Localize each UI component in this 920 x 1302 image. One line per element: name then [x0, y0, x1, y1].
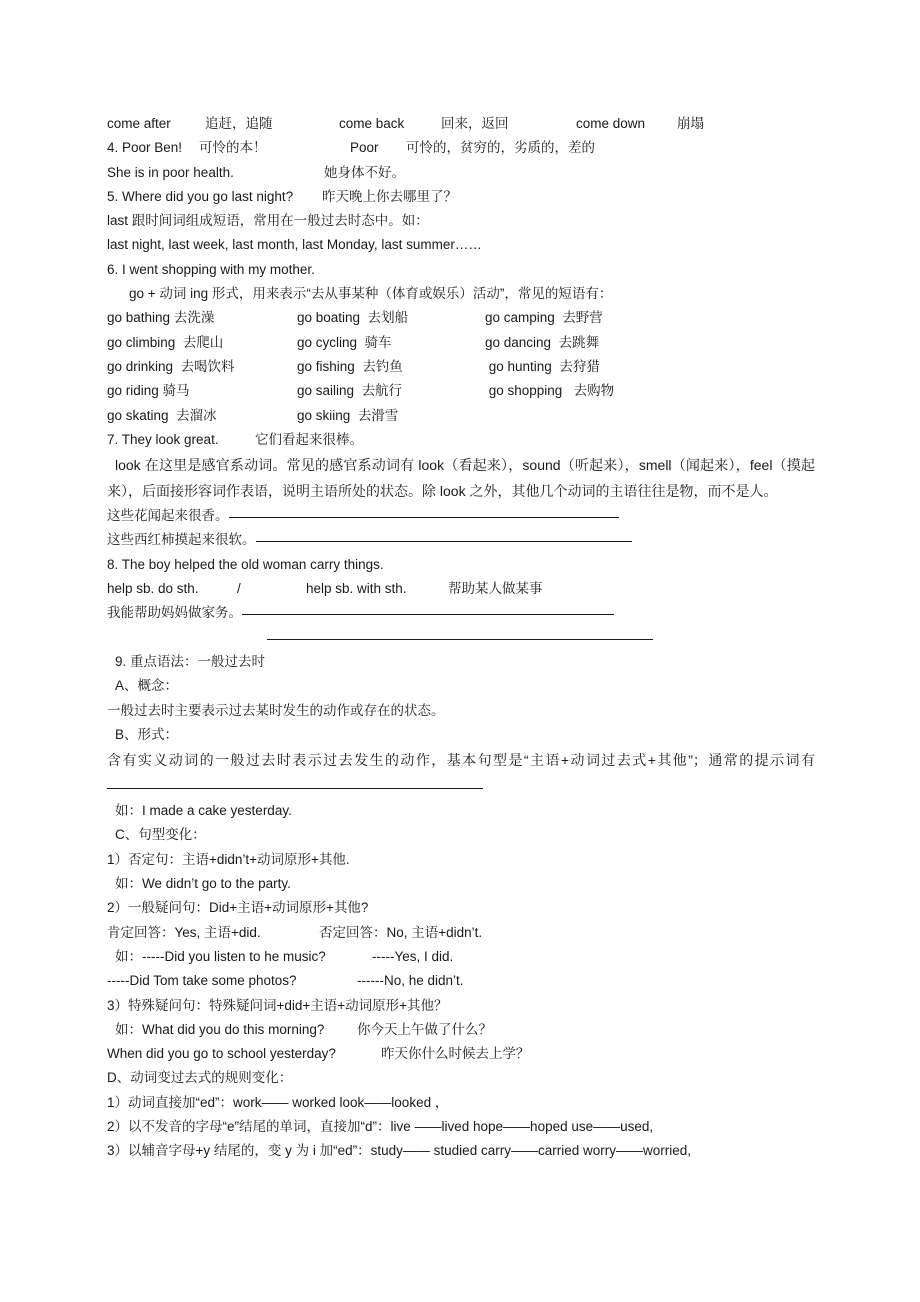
section-a-concept-title: A、概念： — [115, 678, 179, 694]
section-a-concept-text: 一般过去时主要表示过去某时发生的动作或存在的状态。 — [107, 702, 445, 718]
question-listen-music: 如：-----Did you listen to he music? — [115, 948, 326, 964]
go-phrase-zh: 骑车 — [364, 334, 392, 350]
go-phrase-en: go hunting — [485, 358, 552, 374]
go-phrase-zh: 去野营 — [562, 310, 603, 326]
example-tom-photos — [107, 969, 817, 993]
item-7-look-great — [107, 428, 817, 452]
section-d-title: D、动词变过去式的规则变化： — [107, 1070, 293, 1086]
come-after-zh: 追赶，追随 — [205, 116, 273, 131]
affirmative-answer: 肯定回答：Yes, 主语+did. — [107, 924, 261, 940]
section-b-form-title: B、形式： — [115, 726, 179, 742]
poor-word: Poor — [350, 140, 379, 156]
go-phrase-en: go shopping — [485, 383, 563, 399]
answer-no-he-didnt: ------No, he didn’t. — [357, 973, 464, 989]
past-tense-rule-1: 1）动词直接加“ed”：work—— worked look——looked ， — [107, 1094, 449, 1110]
help-sb-patterns — [107, 577, 817, 601]
answer-blank[interactable] — [107, 776, 483, 789]
example-listen-music — [107, 945, 817, 969]
go-phrase-en: go camping — [485, 310, 555, 326]
exercise-tomatoes — [107, 528, 817, 552]
question-tom-photos: -----Did Tom take some photos? — [107, 973, 297, 989]
example-didnt-party: 如：We didn’t go to the party. — [115, 876, 291, 892]
come-down-zh: 崩塌 — [677, 116, 704, 131]
exercise-flowers-zh: 这些花闻起来很香。 — [107, 508, 229, 524]
rule-general-question: 2）一般疑问句：Did+主语+动词原形+其他? — [107, 900, 369, 916]
item-6-went-shopping: 6. I went shopping with my mother. — [107, 261, 315, 277]
answers-line — [107, 921, 817, 945]
go-phrase-zh: 去狩猎 — [559, 358, 600, 374]
come-back-en: come back — [339, 116, 405, 131]
what-did-you-do-zh: 你今天上午做了什么？ — [357, 1021, 492, 1037]
go-phrase-en: go riding — [107, 383, 159, 399]
where-did-en: 5. Where did you go last night? — [107, 188, 294, 204]
go-phrase-row — [107, 331, 817, 355]
go-phrase-zh: 去划船 — [367, 310, 409, 326]
come-down-en: come down — [576, 116, 646, 131]
item-5-where-did — [107, 185, 817, 209]
last-examples: last night, last week, last month, last Monday, last summer…… — [107, 237, 482, 253]
where-did-zh: 昨天晚上你去哪里了？ — [322, 188, 457, 204]
come-back-zh: 回来，返回 — [441, 116, 509, 131]
item-8-boy-helped: 8. The boy helped the old woman carry things. — [107, 556, 384, 572]
negative-answer: 否定回答：No, 主语+didn’t. — [319, 924, 483, 940]
rule-negative: 1）否定句：主语+didn’t+动词原形+其他. — [107, 851, 350, 867]
phrasal-verbs-line — [107, 112, 817, 136]
go-phrase-zh: 去购物 — [573, 383, 615, 399]
go-phrase-en: go climbing — [107, 334, 176, 350]
go-phrase-zh: 去溜冰 — [176, 407, 217, 423]
section-b-form-sentence: 含有实义动词的一般过去时表示过去发生的动作，基本句型是“主语+动词过去式+其他”；通常的提示词有 — [107, 752, 815, 769]
go-phrase-en: go fishing — [297, 358, 355, 374]
past-tense-rule-2: 2）以不发音的字母“e”结尾的单词，直接加“d”：live ——lived hope——hoped use——used, — [107, 1118, 654, 1134]
pattern-separator: / — [237, 581, 241, 597]
come-after-en: come after — [107, 116, 171, 131]
poor-health-en: She is in poor health. — [107, 164, 234, 180]
go-phrase-zh — [181, 359, 235, 374]
poor-ben-en: 4. Poor Ben! — [107, 140, 183, 156]
go-phrase-zh: 去钓鱼 — [362, 358, 403, 374]
go-phrase-en: go boating — [297, 310, 361, 326]
go-phrase-zh: 骑马 — [162, 383, 190, 399]
go-phrase-en: go sailing — [297, 383, 355, 399]
example-what-did-you-do — [107, 1018, 817, 1042]
exercise-housework-continuation — [107, 626, 817, 650]
answer-blank[interactable] — [242, 602, 614, 615]
exercise-housework — [107, 601, 817, 625]
go-phrase-zh: 去洗澡 — [173, 310, 215, 326]
poor-health-zh: 她身体不好。 — [324, 164, 405, 180]
help-sb-do-sth: help sb. do sth. — [107, 581, 199, 597]
poor-health-line — [107, 161, 817, 185]
go-phrase-row — [107, 306, 817, 330]
go-phrase-en: go skiing — [297, 407, 351, 423]
what-did-you-do-en: 如：What did you do this morning? — [115, 1021, 325, 1037]
go-phrase-en: go bathing — [107, 310, 171, 326]
section-c-title: C、句型变化： — [115, 827, 206, 843]
poor-ben-zh: 可怜的本！ — [199, 140, 267, 156]
go-phrase-row — [107, 404, 817, 428]
go-phrase-en: go cycling — [297, 334, 358, 350]
example-made-cake: 如：I made a cake yesterday. — [115, 803, 292, 819]
when-did-you-go-en: When did you go to school yesterday? — [107, 1046, 336, 1062]
example-when-did-you-go — [107, 1042, 817, 1066]
exercise-housework-zh: 我能帮助妈妈做家务。 — [107, 605, 242, 621]
go-phrase-zh-inner: 去喝饮料 — [180, 358, 235, 374]
exercise-tomatoes-zh: 这些西红柿摸起来很软。 — [107, 532, 256, 548]
go-phrase-en: go dancing — [485, 334, 552, 350]
go-ing-note: go + 动词 ing 形式，用来表示“去从事某种（体育或娱乐）活动”，常见的短语有： — [129, 286, 613, 302]
document-body — [107, 112, 817, 1164]
answer-yes-i-did: -----Yes, I did. — [372, 948, 454, 964]
go-phrase-row — [107, 379, 817, 403]
look-great-zh: 它们看起来很棒。 — [255, 431, 363, 447]
last-usage-note: last 跟时间词组成短语，常用在一般过去时态中。如： — [107, 213, 429, 229]
help-sb-zh: 帮助某人做某事 — [448, 581, 543, 597]
go-phrase-en: go skating — [107, 407, 169, 423]
item-4-poor-ben — [107, 136, 817, 160]
go-phrase-zh: 去航行 — [361, 383, 403, 399]
help-sb-with-sth: help sb. with sth. — [306, 581, 407, 597]
go-phrase-zh: 去跳舞 — [558, 334, 600, 350]
item-9-grammar-title: 9. 重点语法：一般过去时 — [115, 653, 266, 669]
look-great-en: 7. They look great. — [107, 431, 219, 447]
section-b-form-text — [107, 747, 815, 799]
poor-meanings-zh: 可怜的，贫穷的，劣质的，差的 — [406, 140, 595, 156]
exercise-flowers — [107, 504, 817, 528]
answer-blank[interactable] — [256, 529, 632, 542]
sensory-verbs-paragraph: look 在这里是感官系动词。常见的感官系动词有 look（看起来），sound（听起来），smell（闻起来），feel（摸起来），后面接形容词作表语，说明主语所处的状态。除 look 之外，其他几个动词的主语往往是物，而不是人。 — [107, 457, 815, 500]
when-did-you-go-zh: 昨天你什么时候去上学？ — [381, 1046, 530, 1062]
past-tense-rule-3: 3）以辅音字母+y 结尾的，变 y 为 i 加“ed”：study—— studied carry——carried worry——worried, — [107, 1143, 691, 1159]
rule-special-question: 3）特殊疑问句：特殊疑问词+did+主语+动词原形+其他？ — [107, 997, 448, 1013]
answer-blank[interactable] — [267, 627, 653, 640]
go-phrase-row — [107, 355, 817, 379]
answer-blank[interactable] — [229, 505, 619, 518]
go-phrase-zh: 去爬山 — [182, 334, 224, 350]
go-phrase-zh: 去滑雪 — [357, 407, 399, 423]
go-phrase-en: go drinking — [107, 358, 174, 374]
